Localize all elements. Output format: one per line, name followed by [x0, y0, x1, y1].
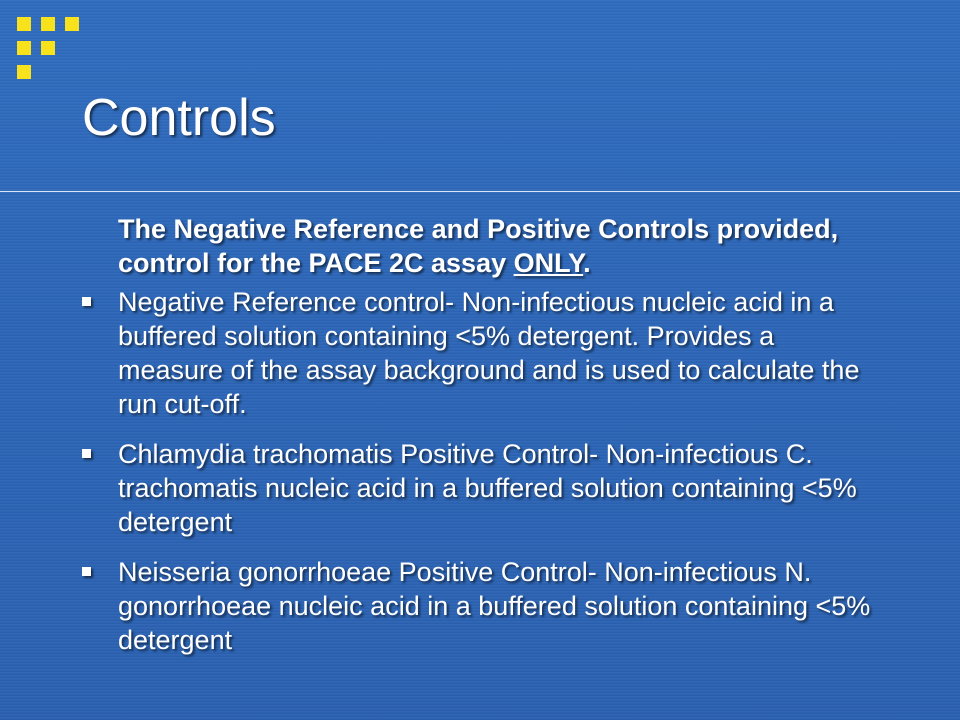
logo-square	[17, 41, 31, 55]
slide-body	[82, 212, 882, 673]
bullet-item-chlamydia-control	[82, 437, 882, 539]
logo-square	[65, 17, 79, 31]
bullet-text: Neisseria gonorrhoeae Positive Control- Non-infectious N. gonorrhoeae nucleic acid in a buffered solution containing <5% detergent	[118, 557, 871, 655]
intro-paragraph	[118, 212, 882, 280]
logo-square	[41, 17, 55, 31]
bullet-text: Negative Reference control- Non-infectious nucleic acid in a buffered solution containing <5% detergent. Provides a measure of the assay background and is used to calculate the run cut-off.	[118, 287, 860, 419]
logo-square	[17, 17, 31, 31]
square-bullet-icon	[82, 297, 91, 306]
bullet-item-neisseria-control	[82, 555, 882, 657]
square-bullet-icon	[82, 567, 91, 576]
title-divider	[0, 191, 960, 192]
logo-square	[41, 41, 55, 55]
squares-logo-icon	[0, 0, 90, 90]
logo-square	[17, 65, 31, 79]
bullet-item-negative-reference	[82, 285, 882, 421]
intro-text: The Negative Reference and Positive Controls provided, control for the PACE 2C assay	[118, 214, 839, 278]
slide-title: Controls	[82, 89, 276, 147]
bullet-text: Chlamydia trachomatis Positive Control- Non-infectious C. trachomatis nucleic acid in a buffered solution containing <5% detergent	[118, 439, 857, 537]
intro-period: .	[583, 248, 591, 278]
intro-emphasis: ONLY	[513, 248, 584, 278]
square-bullet-icon	[82, 449, 91, 458]
